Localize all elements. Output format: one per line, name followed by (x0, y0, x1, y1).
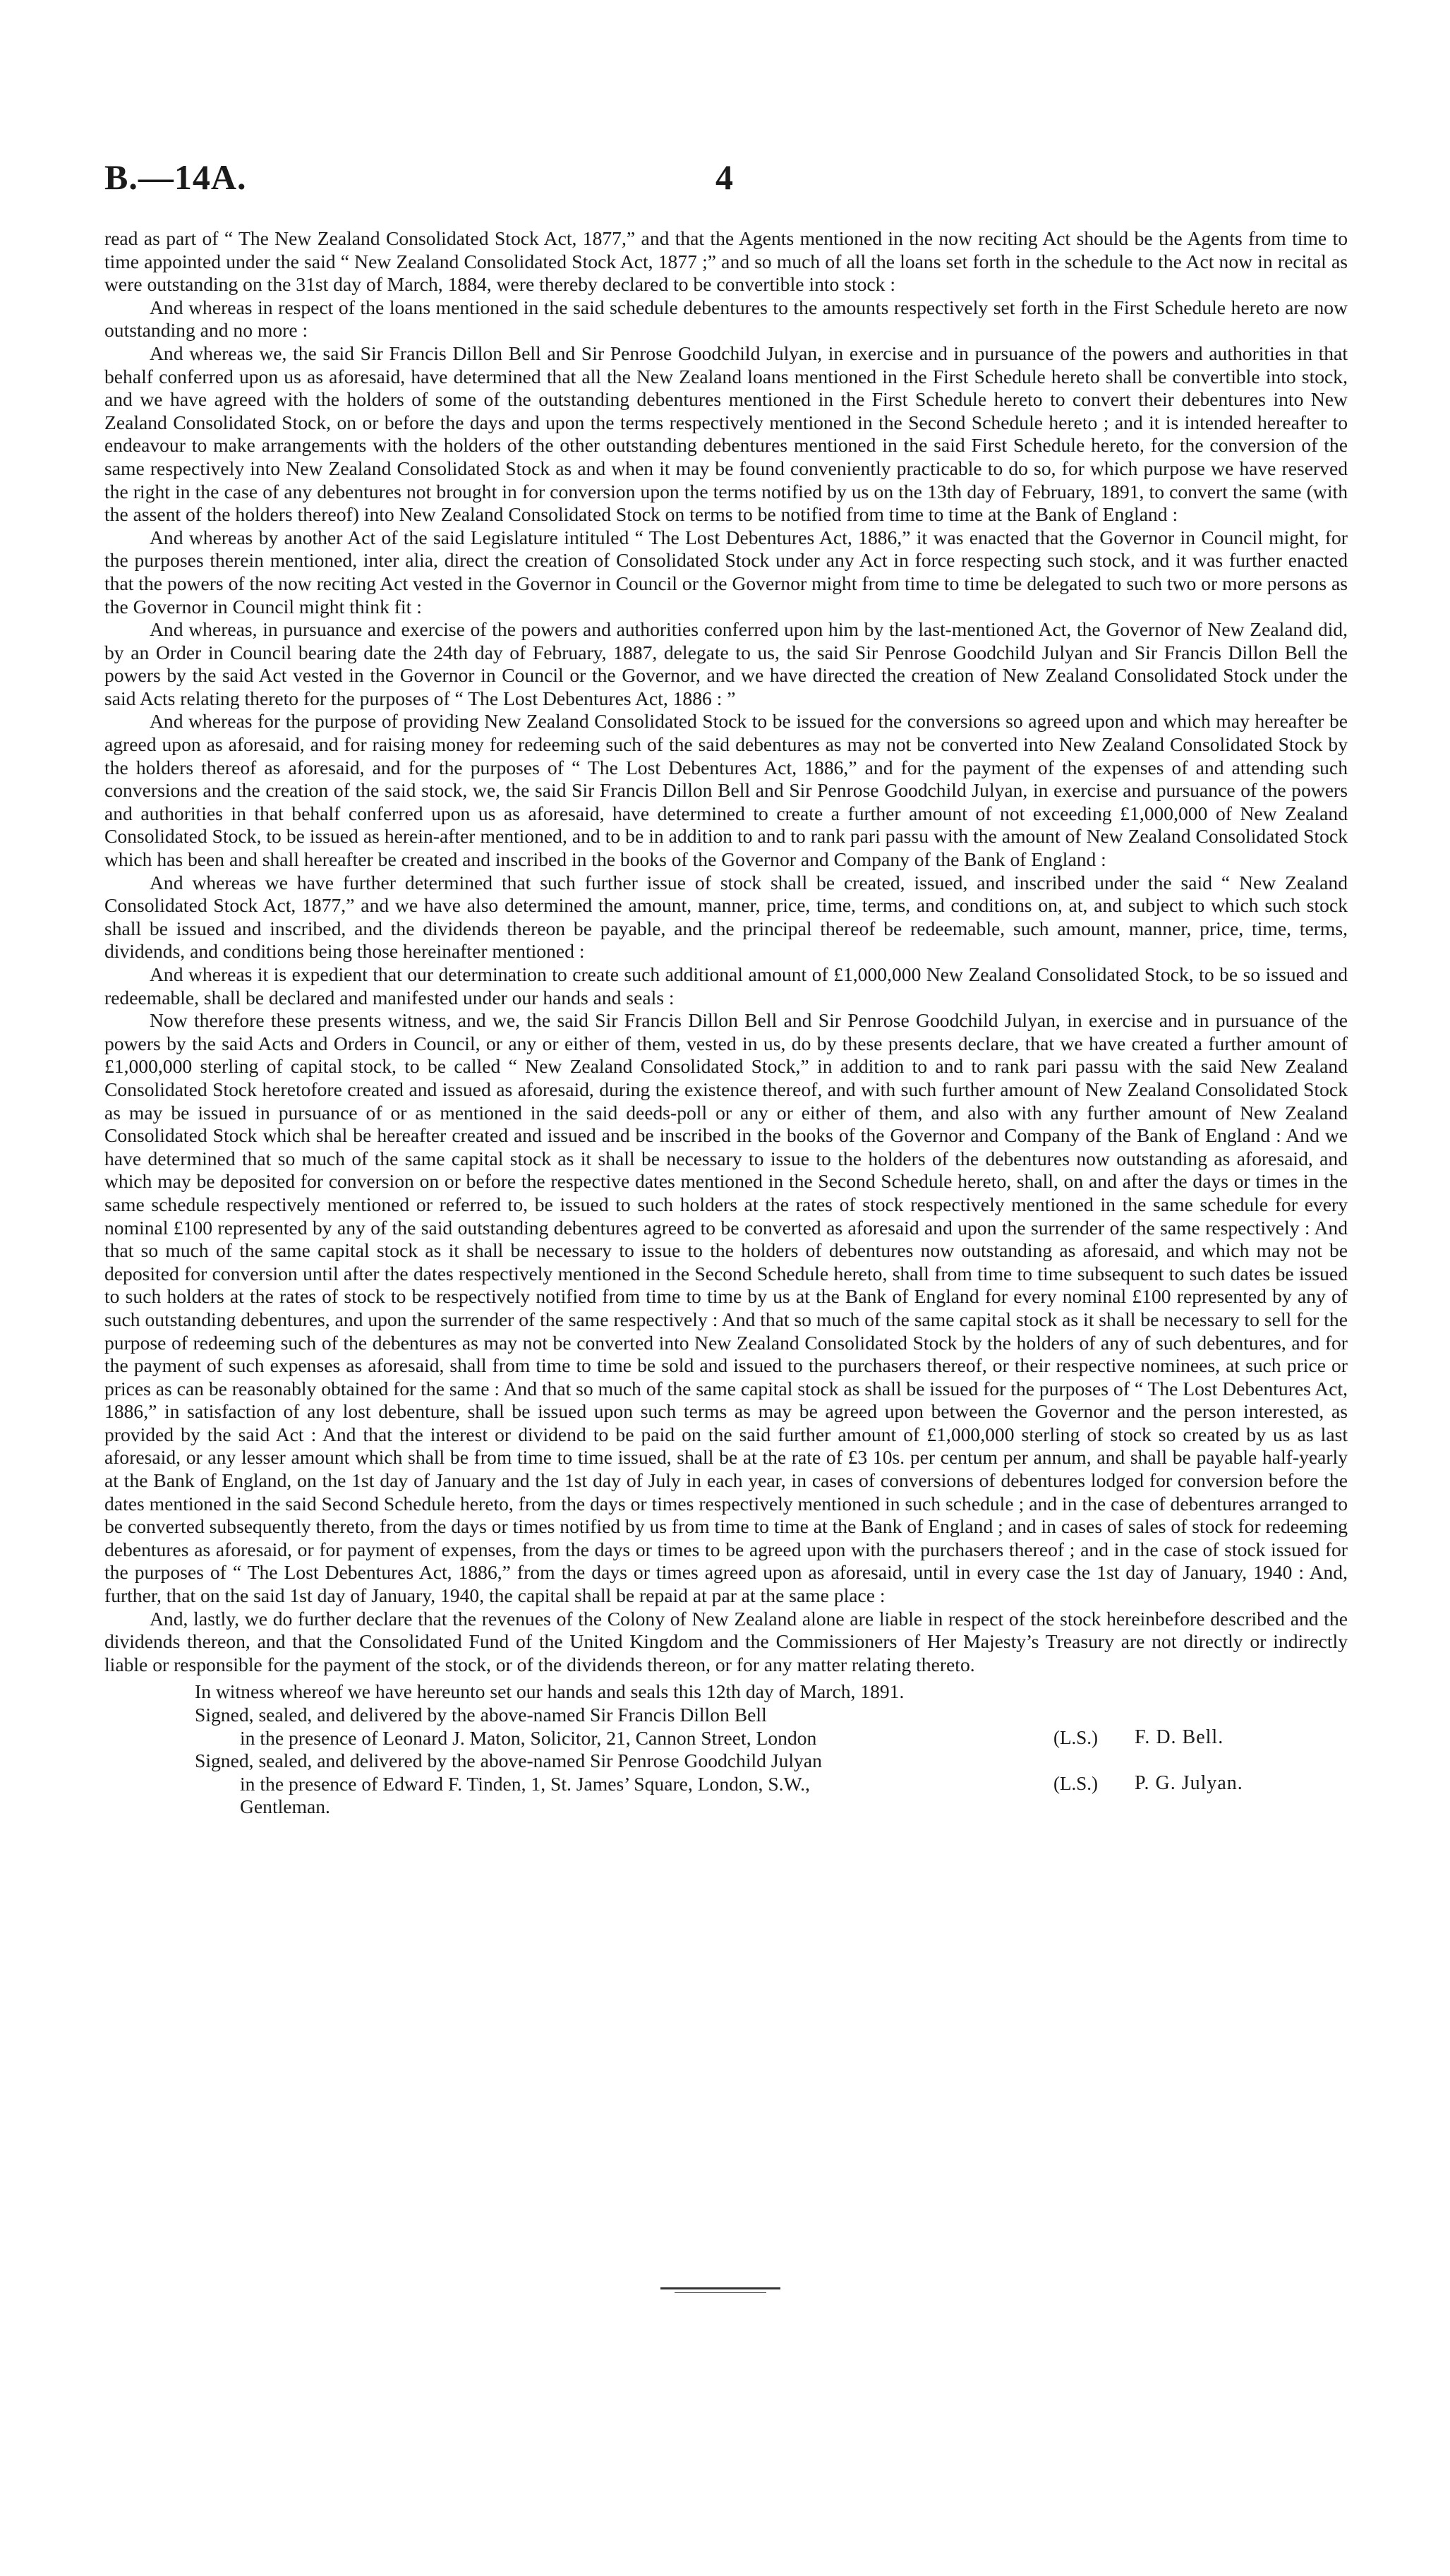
section-divider-underline (675, 2292, 766, 2293)
paragraph: And, lastly, we do further declare that the revenues of the Colony of New Zealand alone are liable in respect of the stock hereinbefore described and the dividends thereon, and that the Consolidated Fund of the United Kingdom and the Commissioners of Her Majesty’s Treasury are not directly or indirectly liable or responsible for the payment of the stock, or of the dividends thereon, or for any matter relating thereto. (104, 1607, 1348, 1675)
seal-mark: (L.S.) (1053, 1727, 1098, 1748)
paragraph: And whereas in respect of the loans mentioned in the said schedule debentures to the amounts respectively set forth in the First Schedule hereto are now outstanding and no more : (104, 296, 1348, 342)
paragraph: And whereas by another Act of the said Legislature intituled “ The Lost Debentures Act, 1886,” it was enacted that the Governor in Council might, for the purposes therein mentioned, inter alia, direct the creation of Consolidated Stock under any Act in force respecting such stock, and it was further enacted that the powers of the now reciting Act vested in the Governor in Council or the Governor might from time to time be delegated to such two or more persons as the Governor in Council might think fit : (104, 526, 1348, 618)
document-reference: B.—14A. (104, 157, 247, 197)
signature-witness-line: in the presence of Edward F. Tinden, 1, St. James’ Square, London, S.W., (240, 1772, 810, 1795)
signature-witness-line: Gentleman. (240, 1795, 330, 1818)
signatory-name: F. D. Bell. (1135, 1726, 1224, 1748)
signatory-name: P. G. Julyan. (1135, 1772, 1243, 1795)
page-header (104, 157, 1346, 206)
paragraph: read as part of “ The New Zealand Consolidated Stock Act, 1877,” and that the Agents mentioned in the now reciting Act should be the Agents from time to time appointed under the said “ New Zealand Consolidated Stock Act, 1877 ;” and so much of all the loans set forth in the schedule to the Act now in recital as were outstanding on the 31st day of March, 1884, were thereby declared to be convertible into stock : (104, 227, 1348, 296)
page-number: 4 (715, 157, 733, 197)
paragraph: And whereas it is expedient that our determination to create such additional amount of £1,000,000 New Zealand Consolidated Stock, to be so issued and redeemable, shall be declared and manifested under our hands and seals : (104, 963, 1348, 1009)
document-body (104, 227, 1348, 1819)
signature-row (104, 1704, 1348, 1750)
witness-clause: In witness whereof we have hereunto set our hands and seals this 12th day of March, 1891. (195, 1680, 905, 1703)
seal-mark: (L.S.) (1053, 1773, 1098, 1795)
signature-witness-line: in the presence of Leonard J. Maton, Solicitor, 21, Cannon Street, London (240, 1726, 817, 1749)
signature-row (104, 1750, 1348, 1819)
signature-block (104, 1680, 1348, 1819)
signature-line: Signed, sealed, and delivered by the above-named Sir Penrose Goodchild Julyan (195, 1750, 822, 1772)
section-divider (660, 2287, 780, 2289)
paragraph: Now therefore these presents witness, and we, the said Sir Francis Dillon Bell and Sir Penrose Goodchild Julyan, in exercise and in pursuance of the powers by the said Acts and Orders in Council, or any or either of them, vested in us, do by these presents declare, that we have created a further amount of £1,000,000 sterling of capital stock, to be called “ New Zealand Consolidated Stock,” in addition to and to rank pari passu with the said New Zealand Consolidated Stock heretofore created and issued as aforesaid, during the existence thereof, and with such further amount of New Zealand Consolidated Stock as may be issued in pursuance of or as mentioned in the said deeds-poll or any or either of them, and also with any further amount of New Zealand Consolidated Stock which shal be hereafter created and issued and be inscribed in the books of the Governor and Company of the Bank of England : And we have determined that so much of the same capital stock as it shall be necessary to issue to the holders of the debentures now outstanding as aforesaid, and which may be deposited for conversion on or before the respective dates mentioned in the Second Schedule hereto, shall, on and after the days or times in the same schedule respectively mentioned or referred to, be issued to such holders at the rates of stock respectively mentioned in the same schedule for every nominal £100 represented by any of the said outstanding debentures agreed to be converted as aforesaid and upon the surrender of the same respectively : And that so much of the same capital stock as it shall be necessary to issue to the holders of debentures now outstanding as aforesaid, and which may not be deposited for conversion until after the dates respectively mentioned in the Second Schedule hereto, shall from time to time subsequent to such dates be issued to such holders at the rates of stock to be respectively notified from time to time by us at the Bank of England for every nominal £100 represented by any of such outstanding debentures, and upon the surrender of the same respectively : And that so much of the same capital stock as it shall be necessary to sell for the purpose of redeeming such of the debentures as may not be converted into New Zealand Consolidated Stock by the holders of any of such debentures, and for the payment of such expenses as aforesaid, shall from time to time be sold and issued to the purchasers thereof, or their respective nominees, at such price or prices as can be reasonably obtained for the same : And that so much of the same capital stock as shall be issued for the purposes of “ The Lost Debentures Act, 1886,” in satisfaction of any lost debenture, shall be issued upon such terms as may be agreed upon between the Governor and the person interested, as provided by the said Act : And that the interest or dividend to be paid on the said further amount of £1,000,000 sterling of stock so created by us as last aforesaid, or any lesser amount which shall be from time to time issued, shall be at the rate of £3 10s. per centum per annum, and shall be payable half-yearly at the Bank of England, on the 1st day of January and the 1st day of July in each year, in cases of conversions of debentures lodged for conversion before the dates mentioned in the said Second Schedule hereto, from the days or times respectively mentioned in such schedule ; and in the case of debentures arranged to be converted subsequently thereto, from the days or times notified by us from time to time at the Bank of England ; and in cases of sales of stock for redeeming debentures as aforesaid, or for payment of expenses, from the days or times to be agreed upon with the purchasers thereof ; and in the case of stock issued for the purposes of “ The Lost Debentures Act, 1886,” from the days or times agreed upon as aforesaid, until in every case the 1st day of January, 1940 : And, further, that on the said 1st day of January, 1940, the capital shall be repaid at par at the same place : (104, 1009, 1348, 1607)
paragraph: And whereas, in pursuance and exercise of the powers and authorities conferred upon him by the last-mentioned Act, the Governor of New Zealand did, by an Order in Council bearing date the 24th day of February, 1887, delegate to us, the said Sir Penrose Goodchild Julyan and Sir Francis Dillon Bell the powers by the said Act vested in the Governor in Council or the Governor, and we have directed the creation of New Zealand Consolidated Stock under the said Acts relating thereto for the purposes of “ The Lost Debentures Act, 1886 : ” (104, 618, 1348, 709)
paragraph: And whereas we have further determined that such further issue of stock shall be created, issued, and inscribed under the said “ New Zealand Consolidated Stock Act, 1877,” and we have also determined the amount, manner, price, time, terms, and conditions on, at, and subject to which such stock shall be issued and inscribed, and the dividends thereon be payable, and the principal thereof be redeemable, such amount, manner, price, time, terms, dividends, and conditions being those hereinafter mentioned : (104, 871, 1348, 963)
paragraph: And whereas for the purpose of providing New Zealand Consolidated Stock to be issued for the conversions so agreed upon and which may hereafter be agreed upon as aforesaid, and for raising money for redeeming such of the said debentures as may not be converted into New Zealand Consolidated Stock by the holders thereof as aforesaid, and for the purposes of “ The Lost Debentures Act, 1886,” and for the payment of the expenses of and attending such conversions and the creation of the said stock, we, the said Sir Francis Dillon Bell and Sir Penrose Goodchild Julyan, in exercise and pursuance of the powers and authorities in that behalf conferred upon us as aforesaid, have determined to create a further amount of not exceeding £1,000,000 of New Zealand Consolidated Stock, to be issued as herein-after mentioned, and to be in addition to and to rank pari passu with the amount of New Zealand Consolidated Stock which has been and shall hereafter be created and inscribed in the books of the Governor and Company of the Bank of England : (104, 710, 1348, 871)
paragraph: And whereas we, the said Sir Francis Dillon Bell and Sir Penrose Goodchild Julyan, in exercise and in pursuance of the powers and authorities in that behalf conferred upon us as aforesaid, have determined that all the New Zealand loans mentioned in the First Schedule hereto shall be convertible into stock, and we have agreed with the holders of some of the outstanding debentures mentioned in the First Schedule hereto to convert their debentures into New Zealand Consolidated Stock, on or before the days and upon the terms respectively mentioned in the Second Schedule hereto ; and it is intended hereafter to endeavour to make arrangements with the holders of the other outstanding debentures mentioned in the said First Schedule hereto, for the conversion of the same respectively into New Zealand Consolidated Stock as and when it may be found conveniently practicable to do so, for which purpose we have reserved the right in the case of any debentures not brought in for conversion upon the terms notified by us on the 13th day of February, 1891, to convert the same (with the assent of the holders thereof) into New Zealand Consolidated Stock on terms to be notified from time to time at the Bank of England : (104, 342, 1348, 526)
signature-line: Signed, sealed, and delivered by the above-named Sir Francis Dillon Bell (195, 1704, 767, 1726)
